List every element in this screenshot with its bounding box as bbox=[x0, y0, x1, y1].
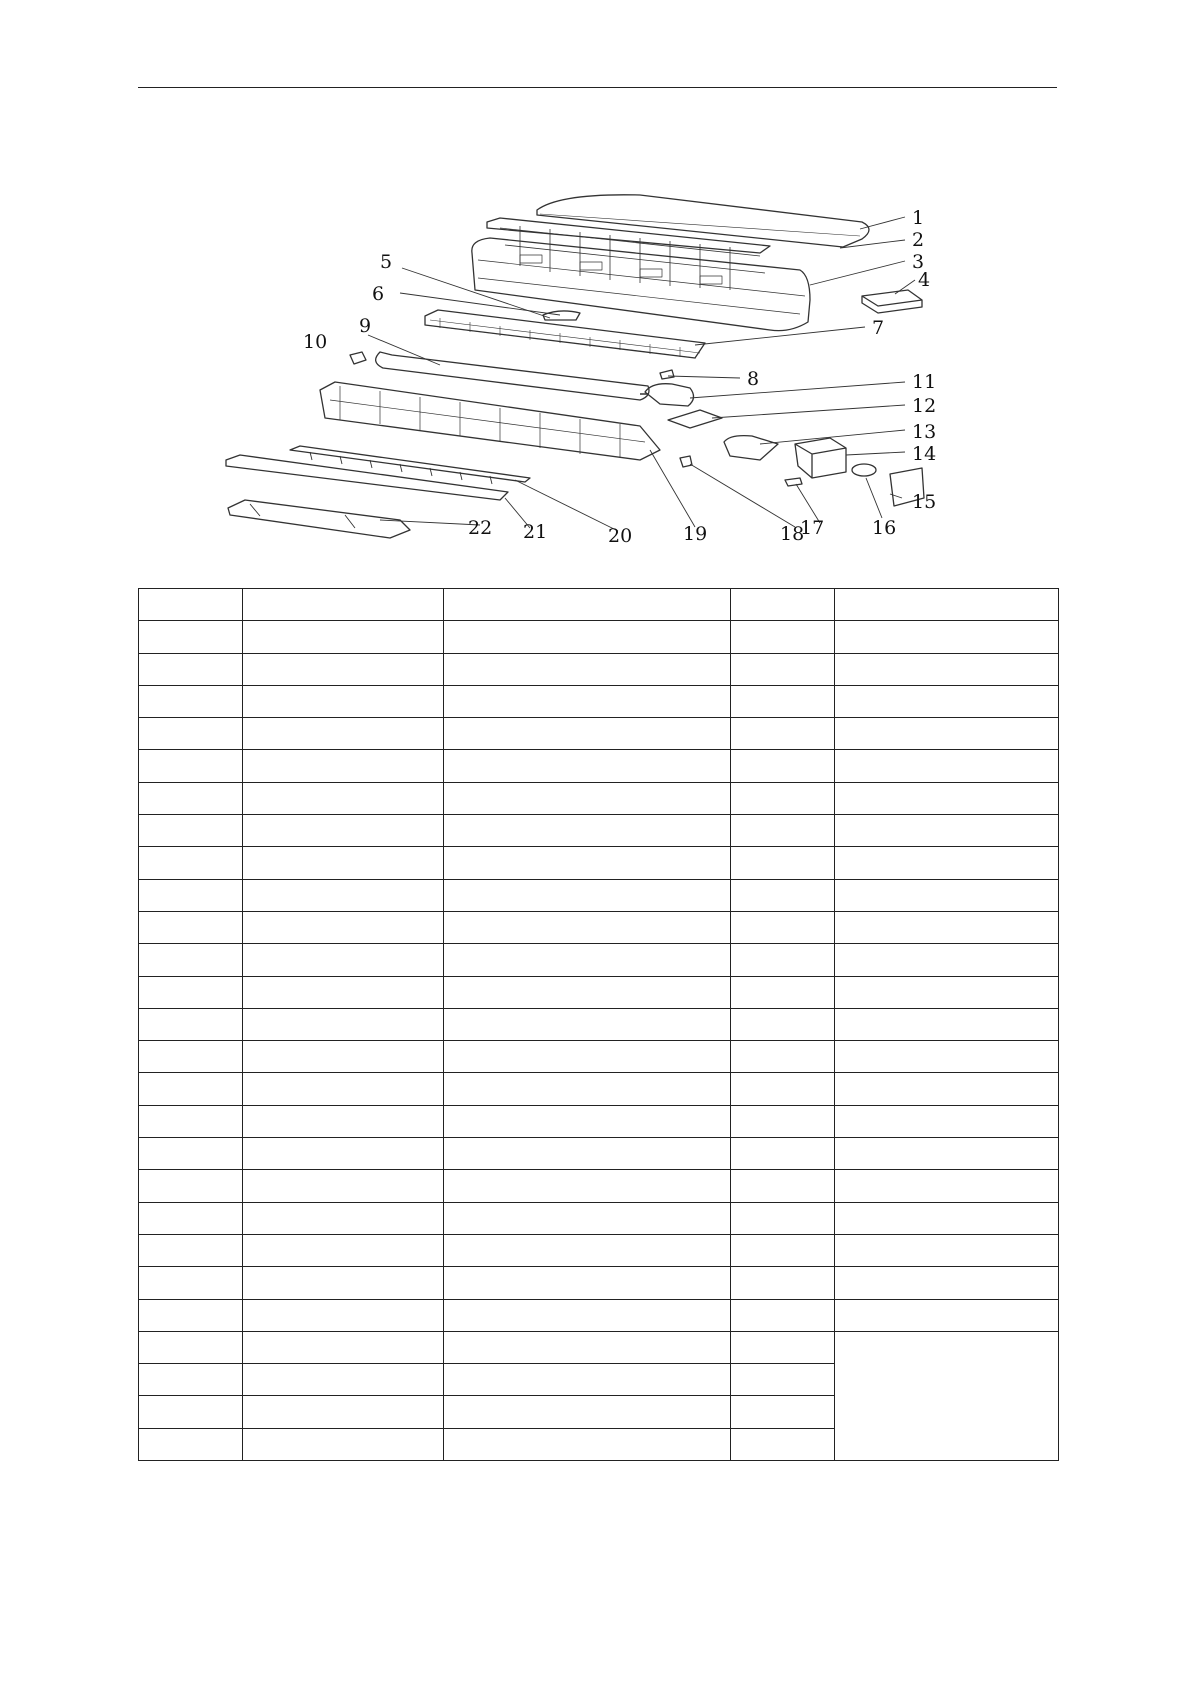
table-cell bbox=[444, 1234, 731, 1266]
table-cell bbox=[731, 621, 835, 653]
table-cell bbox=[243, 1138, 444, 1170]
table-cell bbox=[139, 1267, 243, 1299]
callout-5: 5 bbox=[380, 251, 393, 273]
table-row bbox=[139, 1234, 1059, 1266]
table-cell bbox=[731, 815, 835, 847]
table-cell bbox=[243, 1073, 444, 1105]
table-cell bbox=[444, 621, 731, 653]
table-cell bbox=[731, 911, 835, 943]
table-cell bbox=[243, 1105, 444, 1137]
table-cell bbox=[731, 718, 835, 750]
callout-2: 2 bbox=[912, 229, 925, 251]
table-cell bbox=[243, 944, 444, 976]
table-cell bbox=[444, 782, 731, 814]
table-cell bbox=[444, 944, 731, 976]
table-cell bbox=[731, 1073, 835, 1105]
part-evaporator bbox=[425, 310, 705, 358]
table-row bbox=[139, 879, 1059, 911]
table-row bbox=[139, 1138, 1059, 1170]
table-cell bbox=[243, 1364, 444, 1396]
table-cell bbox=[243, 1396, 444, 1428]
table-row bbox=[139, 976, 1059, 1008]
part-motor-clamp bbox=[668, 410, 722, 428]
callout-14: 14 bbox=[912, 443, 937, 465]
table-cell bbox=[444, 1396, 731, 1428]
part-wall-bracket bbox=[228, 500, 410, 538]
table-cell bbox=[139, 653, 243, 685]
table-cell bbox=[835, 653, 1059, 685]
table-cell bbox=[731, 1105, 835, 1137]
table-row bbox=[139, 847, 1059, 879]
part-vertical-louver bbox=[290, 446, 530, 482]
table-cell bbox=[139, 1041, 243, 1073]
callout-18: 18 bbox=[780, 523, 805, 545]
table-cell bbox=[444, 1428, 731, 1460]
table-cell bbox=[835, 911, 1059, 943]
part-horizontal-louver bbox=[226, 455, 508, 500]
callout-3: 3 bbox=[912, 251, 925, 273]
part-front-cover bbox=[472, 238, 810, 331]
table-row bbox=[139, 653, 1059, 685]
table-cell bbox=[243, 1041, 444, 1073]
part-cross-flow-fan bbox=[376, 352, 649, 400]
callout-15: 15 bbox=[912, 491, 937, 513]
table-row bbox=[139, 685, 1059, 717]
table-cell bbox=[835, 1105, 1059, 1137]
table-row bbox=[139, 911, 1059, 943]
table-cell bbox=[835, 750, 1059, 782]
table-row bbox=[139, 1331, 1059, 1363]
table-row bbox=[139, 1267, 1059, 1299]
callout-9: 9 bbox=[359, 315, 372, 337]
table-cell bbox=[731, 589, 835, 621]
table-cell bbox=[835, 782, 1059, 814]
table-row bbox=[139, 718, 1059, 750]
exploded-view-diagram bbox=[0, 0, 1191, 560]
table-cell bbox=[243, 621, 444, 653]
callout-22: 22 bbox=[468, 517, 493, 539]
table-cell bbox=[139, 1234, 243, 1266]
table-cell bbox=[139, 815, 243, 847]
table-cell bbox=[444, 815, 731, 847]
table-cell bbox=[139, 1299, 243, 1331]
table-cell bbox=[731, 976, 835, 1008]
table-cell bbox=[444, 1138, 731, 1170]
part-clip bbox=[660, 370, 674, 379]
table-cell bbox=[139, 782, 243, 814]
table-cell bbox=[444, 1299, 731, 1331]
table-cell bbox=[139, 685, 243, 717]
table-cell bbox=[444, 1202, 731, 1234]
callout-13: 13 bbox=[912, 421, 937, 443]
table-cell bbox=[731, 847, 835, 879]
table-cell bbox=[243, 1170, 444, 1202]
table-cell bbox=[444, 653, 731, 685]
table-cell bbox=[444, 718, 731, 750]
table-cell bbox=[444, 589, 731, 621]
table-cell bbox=[835, 1041, 1059, 1073]
table-cell bbox=[444, 1105, 731, 1137]
callout-12: 12 bbox=[912, 395, 937, 417]
table-cell bbox=[139, 944, 243, 976]
table-cell bbox=[444, 1364, 731, 1396]
table-cell bbox=[731, 1364, 835, 1396]
table-cell bbox=[444, 1331, 731, 1363]
table-cell bbox=[139, 1331, 243, 1363]
table-cell bbox=[731, 1267, 835, 1299]
table-cell bbox=[444, 685, 731, 717]
table-row bbox=[139, 621, 1059, 653]
table-cell bbox=[243, 911, 444, 943]
table-cell bbox=[731, 1041, 835, 1073]
table-cell bbox=[243, 1008, 444, 1040]
part-13 bbox=[724, 436, 778, 460]
table-row bbox=[139, 815, 1059, 847]
table-cell bbox=[731, 653, 835, 685]
part-electric-box bbox=[795, 438, 846, 478]
table-cell bbox=[243, 976, 444, 1008]
table-cell bbox=[835, 1138, 1059, 1170]
table-cell bbox=[139, 1202, 243, 1234]
table-cell bbox=[444, 750, 731, 782]
table-row bbox=[139, 944, 1059, 976]
table-row bbox=[139, 1041, 1059, 1073]
part-17 bbox=[785, 478, 802, 486]
table-row bbox=[139, 1008, 1059, 1040]
table-cell bbox=[139, 750, 243, 782]
table-cell bbox=[243, 1202, 444, 1234]
table-row bbox=[139, 782, 1059, 814]
table-cell bbox=[731, 1299, 835, 1331]
table-cell bbox=[139, 1138, 243, 1170]
table-cell bbox=[835, 1073, 1059, 1105]
table-cell bbox=[444, 911, 731, 943]
table-cell bbox=[139, 1428, 243, 1460]
table-cell bbox=[139, 1170, 243, 1202]
table-cell bbox=[835, 815, 1059, 847]
table-row bbox=[139, 1170, 1059, 1202]
table-cell bbox=[835, 879, 1059, 911]
table-cell bbox=[731, 685, 835, 717]
table-row bbox=[139, 1073, 1059, 1105]
table-cell bbox=[835, 976, 1059, 1008]
part-electric-box-cover bbox=[862, 290, 922, 313]
table-cell bbox=[835, 685, 1059, 717]
table-row bbox=[139, 1299, 1059, 1331]
table-cell bbox=[731, 782, 835, 814]
table-cell bbox=[835, 1331, 1059, 1460]
table-cell bbox=[835, 589, 1059, 621]
callout-8: 8 bbox=[747, 368, 760, 390]
table-cell bbox=[444, 1170, 731, 1202]
table-cell bbox=[139, 879, 243, 911]
table-cell bbox=[243, 589, 444, 621]
table-cell bbox=[243, 1299, 444, 1331]
table-cell bbox=[835, 944, 1059, 976]
table-row bbox=[139, 589, 1059, 621]
table-cell bbox=[835, 1299, 1059, 1331]
table-cell bbox=[243, 879, 444, 911]
callout-7: 7 bbox=[872, 317, 885, 339]
table-cell bbox=[139, 911, 243, 943]
callout-16: 16 bbox=[872, 517, 897, 539]
table-cell bbox=[835, 847, 1059, 879]
table-cell bbox=[243, 1331, 444, 1363]
table-cell bbox=[139, 1073, 243, 1105]
part-16 bbox=[852, 464, 876, 476]
table-cell bbox=[731, 1331, 835, 1363]
parts-table bbox=[138, 588, 1059, 1461]
callout-4: 4 bbox=[918, 269, 931, 291]
table-cell bbox=[243, 847, 444, 879]
table-cell bbox=[835, 621, 1059, 653]
callout-19: 19 bbox=[683, 523, 708, 545]
table-cell bbox=[731, 1396, 835, 1428]
table-cell bbox=[139, 1364, 243, 1396]
callout-20: 20 bbox=[608, 525, 633, 547]
table-cell bbox=[731, 1234, 835, 1266]
table-cell bbox=[444, 976, 731, 1008]
table-cell bbox=[243, 750, 444, 782]
table-cell bbox=[139, 1105, 243, 1137]
table-cell bbox=[835, 1234, 1059, 1266]
callout-11: 11 bbox=[912, 371, 937, 393]
table-cell bbox=[444, 1041, 731, 1073]
table-cell bbox=[835, 1267, 1059, 1299]
table-cell bbox=[139, 1008, 243, 1040]
table-cell bbox=[731, 1008, 835, 1040]
part-bearing bbox=[350, 352, 366, 364]
table-cell bbox=[243, 1234, 444, 1266]
table-cell bbox=[139, 847, 243, 879]
table-cell bbox=[731, 750, 835, 782]
table-cell bbox=[731, 879, 835, 911]
table-cell bbox=[835, 1008, 1059, 1040]
table-cell bbox=[139, 589, 243, 621]
table-cell bbox=[139, 718, 243, 750]
table-cell bbox=[835, 1170, 1059, 1202]
callout-21: 21 bbox=[523, 521, 548, 543]
table-row bbox=[139, 1105, 1059, 1137]
table-cell bbox=[835, 1202, 1059, 1234]
table-cell bbox=[243, 1428, 444, 1460]
table-cell bbox=[139, 1396, 243, 1428]
table-cell bbox=[731, 1202, 835, 1234]
table-cell bbox=[731, 1138, 835, 1170]
table-cell bbox=[444, 1267, 731, 1299]
table-cell bbox=[731, 1428, 835, 1460]
part-18 bbox=[680, 456, 692, 467]
part-fan-motor bbox=[645, 384, 694, 406]
table-row bbox=[139, 750, 1059, 782]
part-display bbox=[543, 311, 580, 320]
table-cell bbox=[243, 1267, 444, 1299]
table-row bbox=[139, 1202, 1059, 1234]
table-cell bbox=[731, 944, 835, 976]
table-cell bbox=[243, 815, 444, 847]
callout-6: 6 bbox=[372, 283, 385, 305]
callout-10: 10 bbox=[303, 331, 328, 353]
table-cell bbox=[835, 718, 1059, 750]
table-cell bbox=[731, 1170, 835, 1202]
table-cell bbox=[139, 621, 243, 653]
callout-1: 1 bbox=[912, 207, 925, 229]
table-cell bbox=[444, 1073, 731, 1105]
table-cell bbox=[243, 653, 444, 685]
table-cell bbox=[243, 782, 444, 814]
table-cell bbox=[444, 879, 731, 911]
table-cell bbox=[444, 847, 731, 879]
table-cell bbox=[444, 1008, 731, 1040]
table-cell bbox=[243, 685, 444, 717]
callout-17: 17 bbox=[800, 517, 825, 539]
table-cell bbox=[243, 718, 444, 750]
table-cell bbox=[139, 976, 243, 1008]
